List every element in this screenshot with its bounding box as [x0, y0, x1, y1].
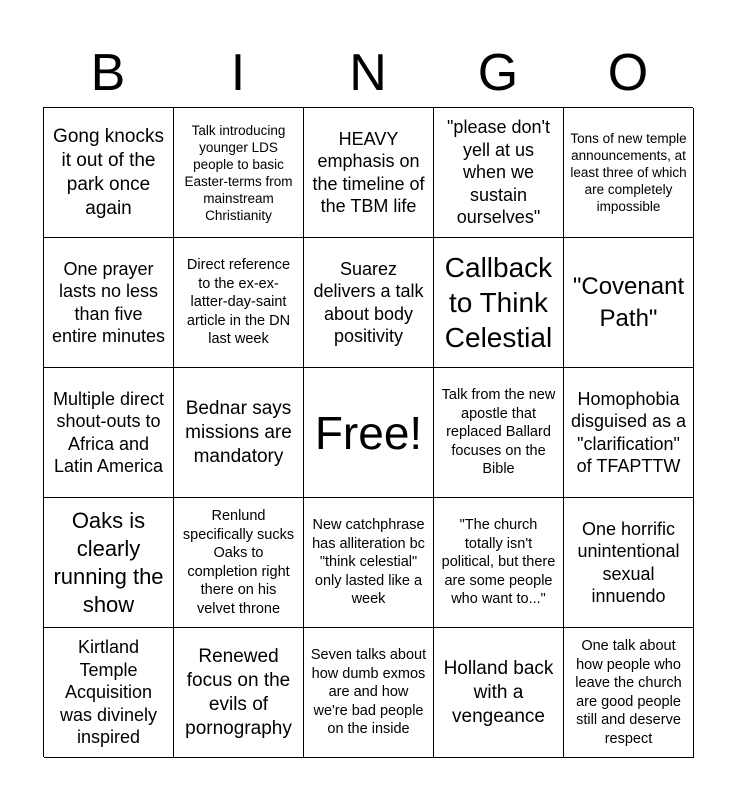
bingo-cell[interactable]	[174, 498, 304, 628]
cell-text: HEAVY emphasis on the timeline of the TBM life	[312, 128, 425, 216]
header-letter-g: G	[477, 44, 519, 102]
bingo-cell[interactable]	[174, 628, 304, 758]
bingo-cell[interactable]	[434, 108, 564, 238]
cell-text: Suarez delivers a talk about body positivity	[313, 258, 424, 346]
free-space[interactable]	[304, 368, 434, 498]
bingo-cell[interactable]	[174, 238, 304, 368]
header-letter-i: I	[230, 44, 246, 102]
bingo-cell[interactable]	[434, 368, 564, 498]
cell-text: Multiple direct shout-outs to Africa and Latin America	[52, 388, 165, 476]
cell-text: Homophobia disguised as a "clarification" of TFAPTTW	[570, 388, 687, 476]
bingo-cell[interactable]	[174, 368, 304, 498]
cell-text: "please don't yell at us when we sustain ourselves"	[447, 117, 550, 228]
cell-text: One talk about how people who leave the church are good people still and deserve respect	[575, 638, 682, 747]
cell-text: Talk introducing younger LDS people to basic Easter-terms from mainstream Christianity	[184, 122, 293, 223]
cell-text: Gong knocks it out of the park once again	[53, 125, 164, 219]
header-letter-o: O	[607, 44, 649, 102]
bingo-cell[interactable]	[304, 498, 434, 628]
cell-text: Talk from the new apostle that replaced Ballard focuses on the Bible	[441, 387, 556, 478]
header-letter-n: N	[349, 44, 387, 102]
bingo-cell[interactable]	[44, 498, 174, 628]
cell-text: Bednar says missions are mandatory	[185, 397, 292, 467]
cell-text: "The church totally isn't political, but there are some people who want to..."	[441, 517, 556, 608]
cell-text: "Covenant Path"	[572, 272, 685, 332]
bingo-cell[interactable]	[174, 108, 304, 238]
cell-text: One prayer lasts no less than five entire minutes	[51, 258, 166, 346]
cell-text: Holland back with a vengeance	[443, 657, 554, 727]
bingo-header	[43, 40, 693, 106]
bingo-cell[interactable]	[564, 498, 694, 628]
cell-text: Seven talks about how dumb exmos are and how we're bad people on the inside	[310, 647, 427, 738]
cell-text: Tons of new temple announcements, at least three of which are completely impossible	[570, 131, 687, 214]
bingo-cell[interactable]	[564, 108, 694, 238]
cell-text: Renewed focus on the evils of pornography	[185, 645, 292, 739]
bingo-cell[interactable]	[564, 238, 694, 368]
cell-text: Kirtland Temple Acquisition was divinely inspired	[59, 637, 158, 748]
bingo-cell[interactable]	[304, 628, 434, 758]
cell-text: Direct reference to the ex-ex-latter-day-saint article in the DN last week	[186, 257, 291, 348]
bingo-cell[interactable]	[44, 368, 174, 498]
header-letter-b: B	[90, 44, 126, 102]
bingo-cell[interactable]	[434, 628, 564, 758]
free-space-text: Free!	[314, 406, 423, 459]
bingo-cell[interactable]	[44, 628, 174, 758]
bingo-cell[interactable]	[44, 238, 174, 368]
cell-text: Callback to Think Celestial	[444, 252, 553, 353]
cell-text: One horrific unintentional sexual innuendo	[577, 518, 680, 606]
bingo-cell[interactable]	[304, 238, 434, 368]
cell-text: Renlund specifically sucks Oaks to completion right there on his velvet throne	[182, 508, 295, 617]
cell-text: Oaks is clearly running the show	[53, 507, 164, 617]
bingo-cell[interactable]	[564, 628, 694, 758]
cell-text: New catchphrase has alliteration bc "think celestial" only lasted like a week	[312, 517, 425, 608]
bingo-cell[interactable]	[434, 238, 564, 368]
bingo-grid	[43, 107, 693, 757]
bingo-cell[interactable]	[564, 368, 694, 498]
bingo-cell[interactable]	[44, 108, 174, 238]
bingo-cell[interactable]	[434, 498, 564, 628]
bingo-cell[interactable]	[304, 108, 434, 238]
